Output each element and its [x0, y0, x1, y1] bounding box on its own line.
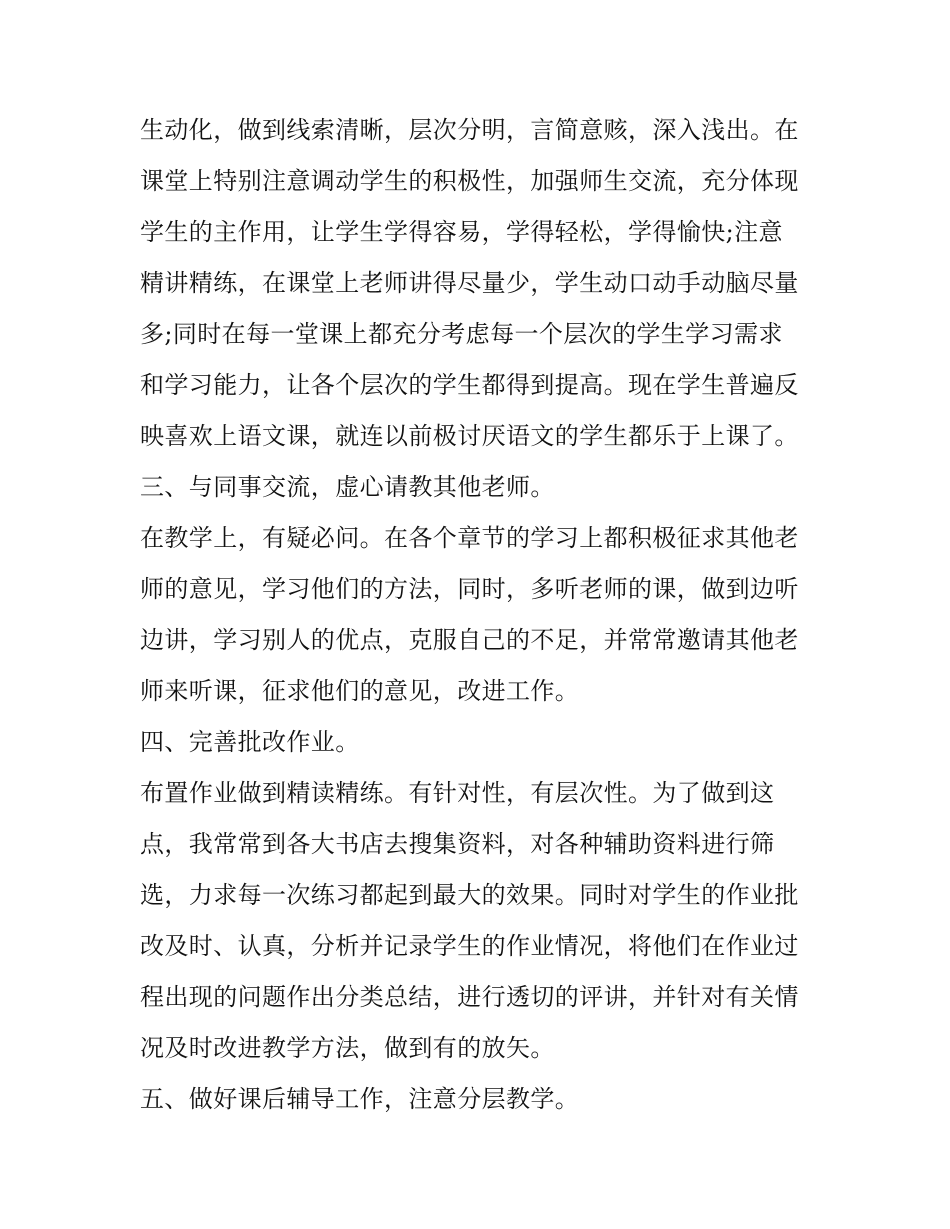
text-line: 学生的主作用，让学生学得容易，学得轻松，学得愉快;注意: [140, 218, 783, 246]
text-line: 边讲，学习别人的优点，克服自己的不足，并常常邀请其他老: [140, 626, 799, 654]
text-line: 改及时、认真，分析并记录学生的作业情况，将他们在作业过: [140, 932, 799, 960]
text-line: 布置作业做到精读精练。有针对性，有层次性。为了做到这: [140, 779, 775, 807]
text-line: 选，力求每一次练习都起到最大的效果。同时对学生的作业批: [140, 881, 799, 909]
text-line: 多;同时在每一堂课上都充分考虑每一个层次的学生学习需求: [140, 320, 783, 348]
text-line: 在教学上，有疑必问。在各个章节的学习上都积极征求其他老: [140, 524, 799, 552]
text-line: 师来听课，征求他们的意见，改进工作。: [140, 677, 580, 705]
text-line: 点，我常常到各大书店去搜集资料，对各种辅助资料进行筛: [140, 830, 775, 858]
text-line: 况及时改进教学方法，做到有的放矢。: [140, 1034, 555, 1062]
text-line: 映喜欢上语文课，就连以前极讨厌语文的学生都乐于上课了。: [140, 422, 799, 450]
text-line: 和学习能力，让各个层次的学生都得到提高。现在学生普遍反: [140, 371, 799, 399]
section-heading: 三、与同事交流，虚心请教其他老师。: [140, 473, 555, 501]
section-heading: 五、做好课后辅导工作，注意分层教学。: [140, 1085, 580, 1113]
text-line: 程出现的问题作出分类总结，进行透切的评讲，并针对有关情: [140, 983, 799, 1011]
section-heading: 四、完善批改作业。: [140, 728, 360, 756]
text-line: 师的意见，学习他们的方法，同时，多听老师的课，做到边听: [140, 575, 799, 603]
text-line: 生动化，做到线索清晰，层次分明，言简意赅，深入浅出。在: [140, 116, 799, 144]
text-line: 课堂上特别注意调动学生的积极性，加强师生交流，充分体现: [140, 167, 799, 195]
text-line: 精讲精练，在课堂上老师讲得尽量少，学生动口动手动脑尽量: [140, 269, 799, 297]
